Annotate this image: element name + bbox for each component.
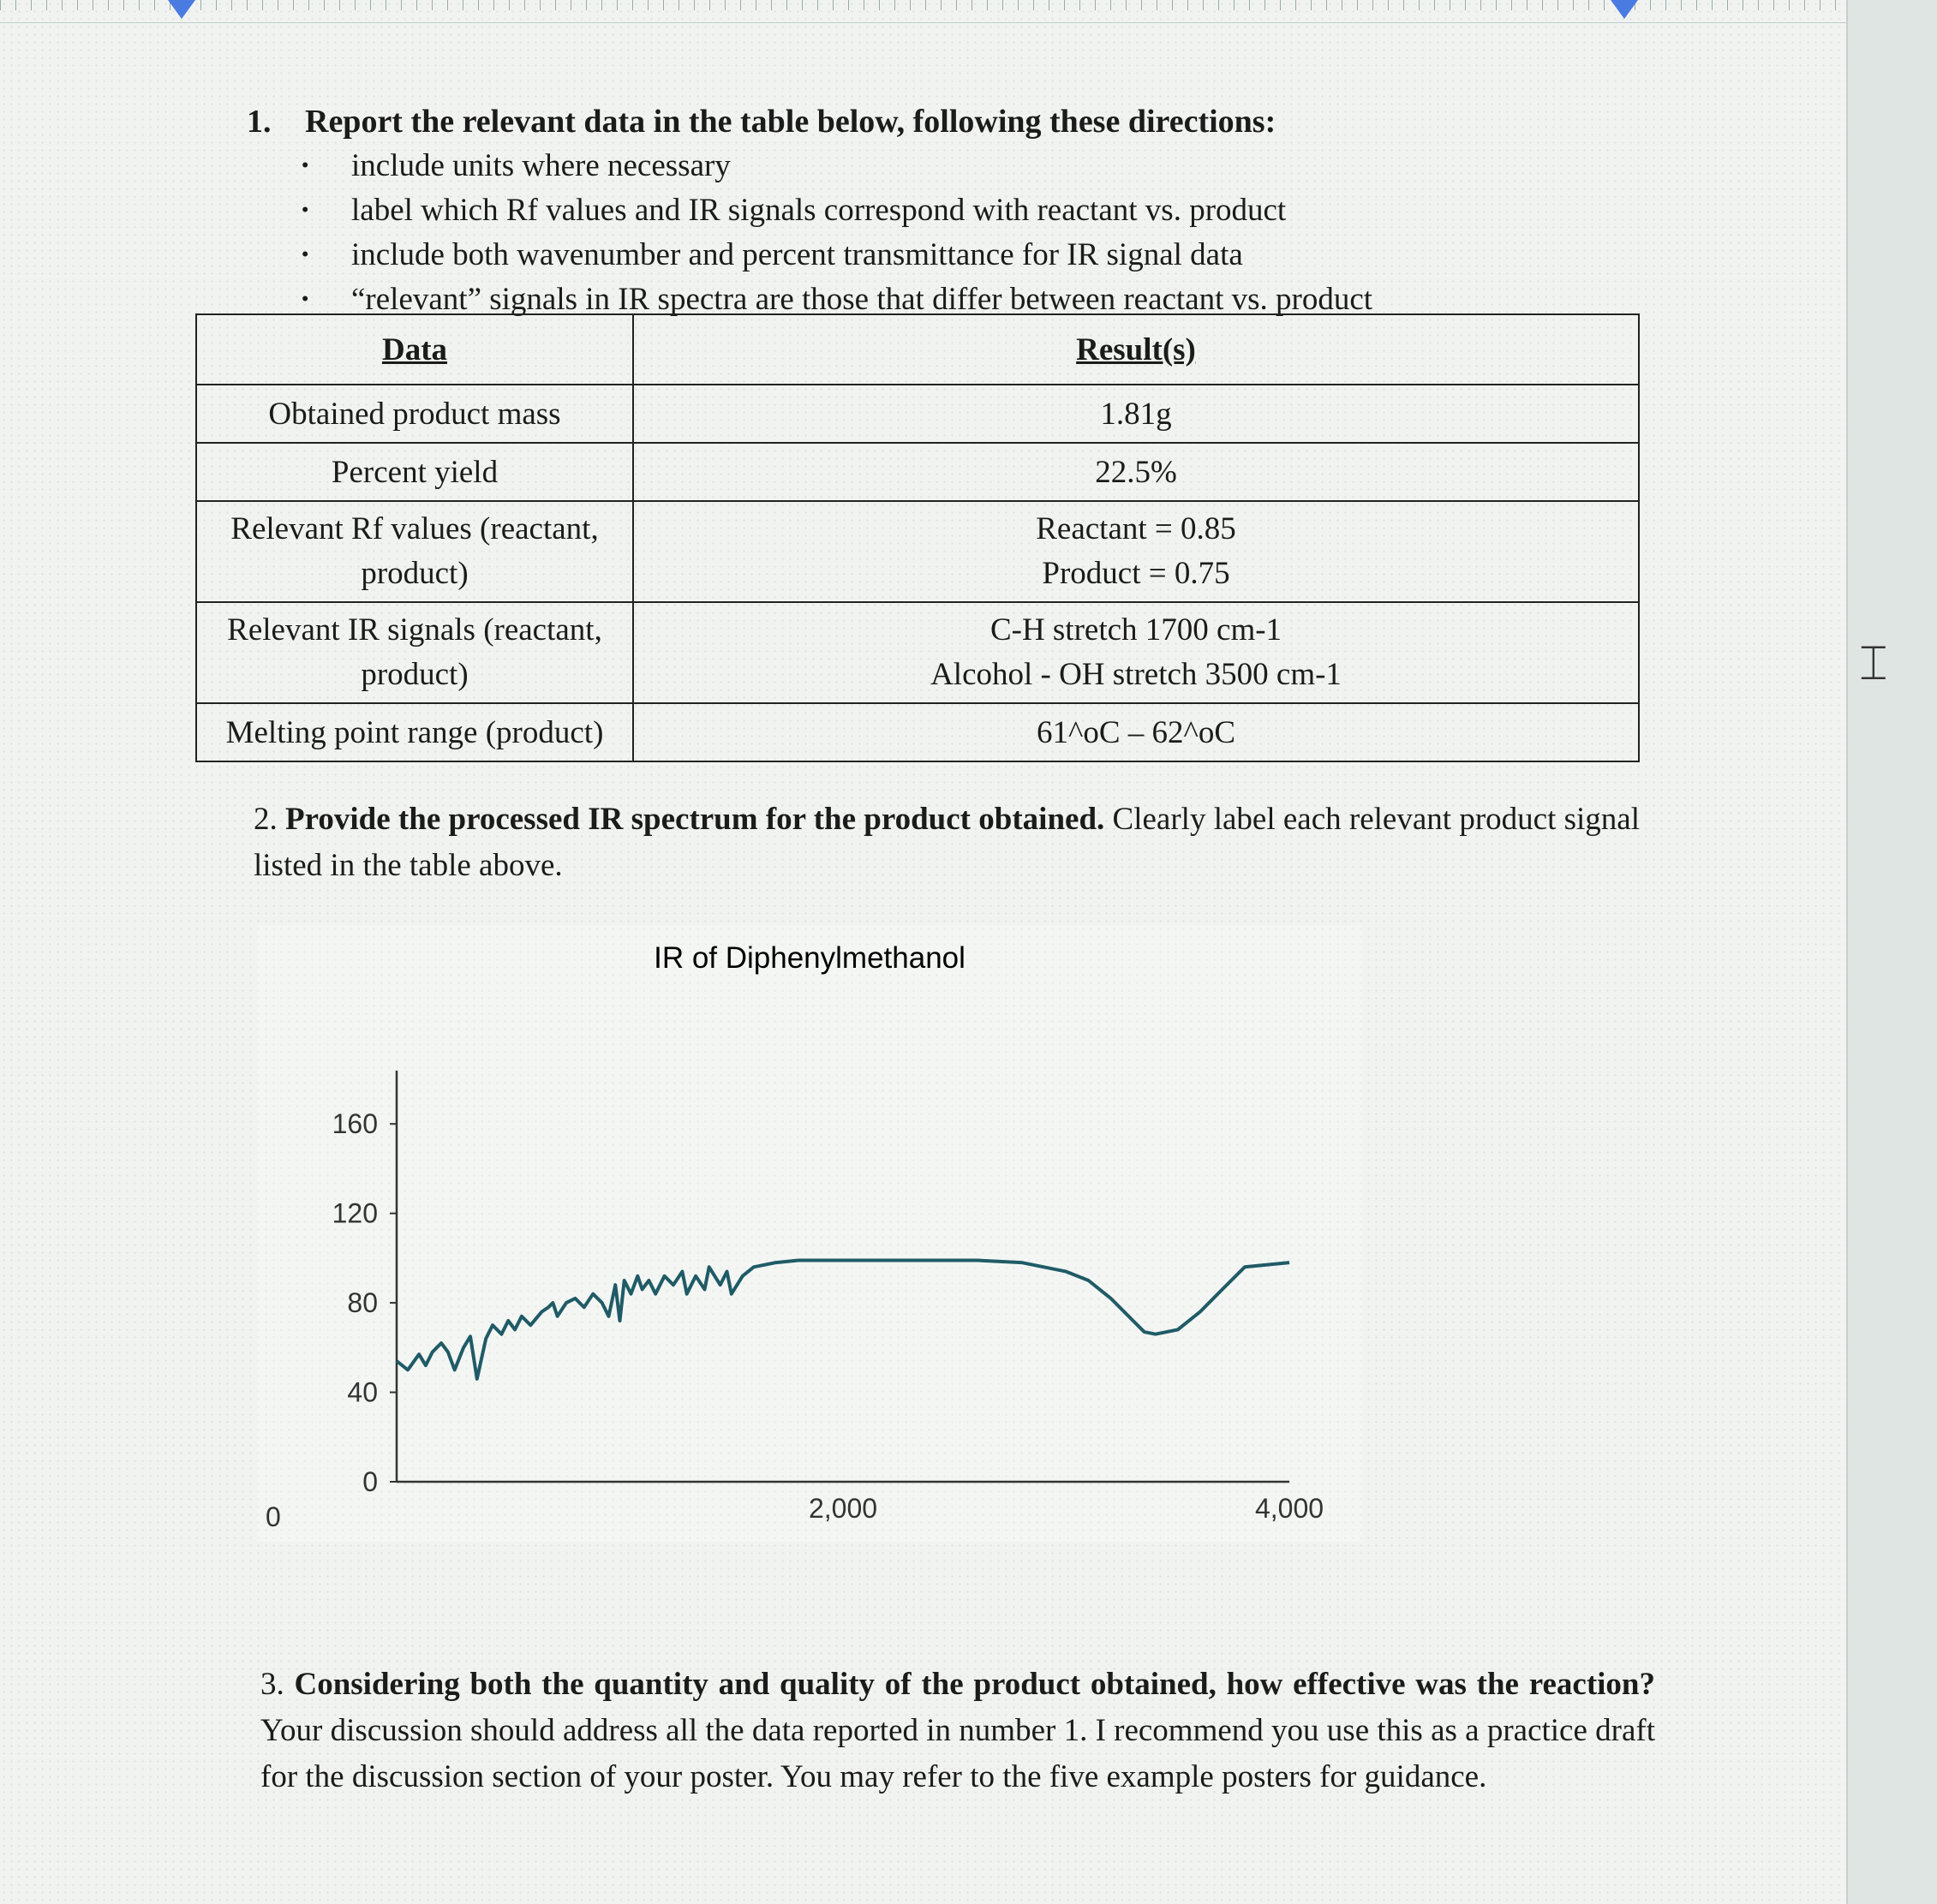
indent-marker-right[interactable] — [1611, 0, 1638, 19]
row-result[interactable] — [633, 602, 1639, 703]
table-row — [196, 443, 1639, 501]
header-data: Data — [196, 314, 633, 385]
row-label[interactable]: Melting point range (product) — [196, 703, 633, 761]
result-line: C-H stretch 1700 cm-1 — [989, 612, 1282, 648]
direction-item: · include units where necessary — [351, 144, 1372, 188]
x-tick-label: 2,000 — [808, 1493, 878, 1524]
q2-number: 2. — [254, 802, 278, 837]
ir-chart-svg — [257, 925, 1362, 1542]
table-header-row — [196, 314, 1639, 385]
result-line: Alcohol - OH stretch 3500 cm-1 — [930, 657, 1342, 692]
y-tick-label: 40 — [347, 1376, 378, 1408]
y-tick-label: 0 — [362, 1466, 378, 1497]
table-row — [196, 501, 1639, 602]
q3-paragraph — [260, 1662, 1655, 1800]
header-results: Result(s) — [633, 314, 1639, 385]
text-cursor-icon: ⌶ — [1859, 636, 1888, 691]
direction-item: · include both wavenumber and percent transmittance for IR signal data — [351, 233, 1372, 278]
results-table — [195, 313, 1640, 762]
row-label[interactable]: Obtained product mass — [196, 385, 633, 443]
q3-text: Your discussion should address all the data reported in number 1. I recommend you use this as a practice draft for the discussion section of your poster. You may refer to the five example posters for guidance. — [260, 1713, 1655, 1794]
table-row — [196, 602, 1639, 703]
ir-chart[interactable] — [257, 925, 1362, 1546]
row-label[interactable]: Percent yield — [196, 443, 633, 501]
table-row — [196, 703, 1639, 761]
indent-marker-left[interactable] — [168, 0, 195, 19]
q3-heading: Considering both the quantity and quality of the product obtained, how effective was the reaction? — [294, 1667, 1655, 1702]
q3-number: 3. — [260, 1667, 284, 1702]
row-label[interactable]: Relevant Rf values (reactant, product) — [196, 501, 633, 602]
q2-heading: Provide the processed IR spectrum for the product obtained. — [285, 802, 1105, 837]
q2-paragraph — [254, 797, 1640, 889]
x-origin-label: 0 — [266, 1501, 281, 1532]
row-result[interactable]: 61^oC – 62^oC — [633, 703, 1639, 761]
chart-background — [257, 925, 1362, 1542]
q2-text: Clearly label each relevant product signal listed in the table above. — [254, 802, 1640, 883]
y-tick-label: 120 — [332, 1197, 378, 1229]
q1-heading-text: Report the relevant data in the table below, following these directions: — [305, 104, 1276, 140]
y-tick-label: 160 — [332, 1108, 378, 1140]
q1-directions — [351, 144, 1372, 322]
result-line: Reactant = 0.85 — [1036, 511, 1236, 546]
q1-heading — [247, 103, 1276, 140]
direction-item: · “relevant” signals in IR spectra are those that differ between reactant vs. product — [351, 278, 1372, 322]
chart-title: IR of Diphenylmethanol — [654, 941, 966, 975]
row-result[interactable]: 22.5% — [633, 443, 1639, 501]
row-result[interactable] — [633, 501, 1639, 602]
q1-number: 1. — [247, 104, 272, 140]
result-line: Product = 0.75 — [1042, 556, 1230, 591]
row-result[interactable]: 1.81g — [633, 385, 1639, 443]
row-label[interactable]: Relevant IR signals (reactant, product) — [196, 602, 633, 703]
x-tick-label: 4,000 — [1254, 1493, 1324, 1524]
direction-item: · label which Rf values and IR signals correspond with reactant vs. product — [351, 188, 1372, 233]
ruler[interactable] — [0, 0, 1846, 23]
table-row — [196, 385, 1639, 443]
y-tick-label: 80 — [347, 1287, 378, 1319]
